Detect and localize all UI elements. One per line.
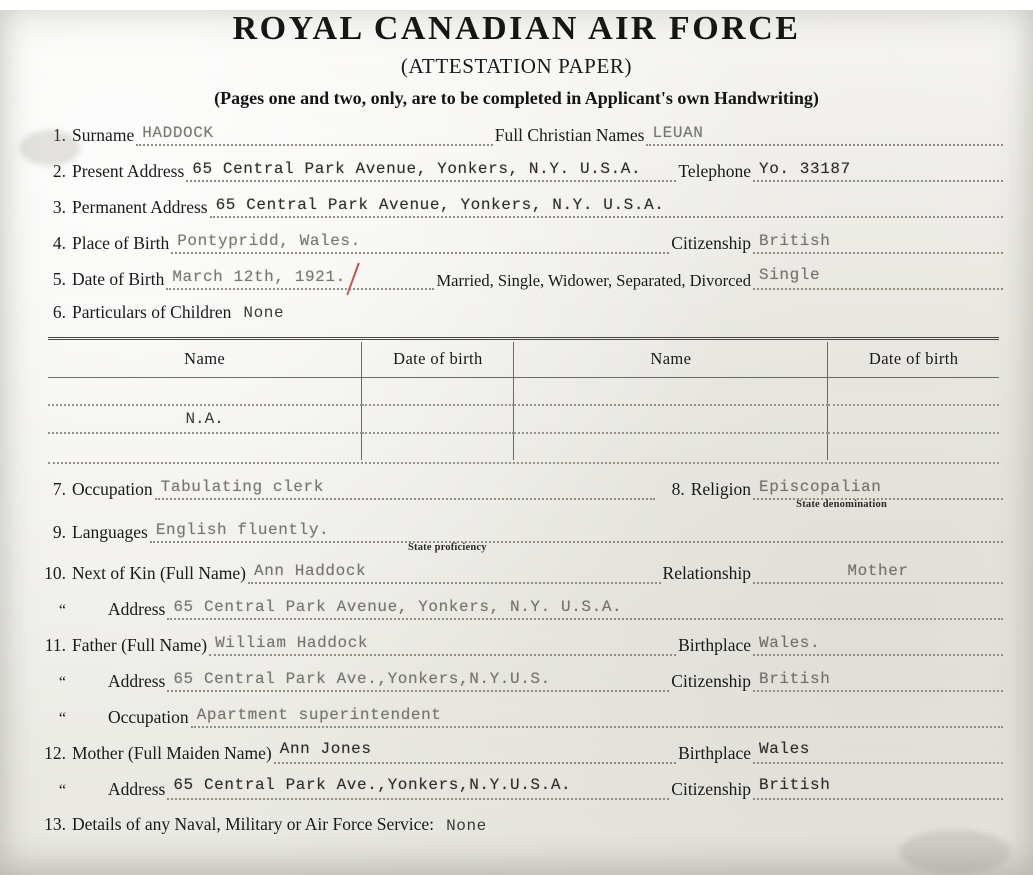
label-father-occupation: Occupation: [108, 707, 189, 727]
field-row-father-address: [38, 669, 1005, 692]
label-citizenship: Citizenship: [671, 233, 751, 254]
label-father-birthplace: Birthplace: [678, 635, 751, 655]
value-father-occupation: Apartment superintendent: [196, 705, 442, 724]
cell-name-2[interactable]: [514, 405, 828, 433]
label-surname: Surname: [72, 125, 135, 146]
input-next-of-kin[interactable]: [248, 561, 661, 584]
input-mother-address[interactable]: [167, 777, 669, 800]
field-number-10: 10.: [44, 563, 66, 583]
value-telephone: Yo. 33187: [759, 160, 851, 179]
field-row-place-of-birth: [38, 231, 1005, 254]
value-mother-birthplace: Wales: [759, 739, 811, 758]
input-permanent-address[interactable]: [210, 195, 1003, 218]
field-row-next-of-kin: [38, 561, 1005, 584]
ditto-mark-next-of-kin: “: [58, 601, 66, 619]
field-number-9: 9.: [52, 522, 66, 542]
field-row-next-of-kin-address: [38, 597, 1005, 620]
value-surname: HADDOCK: [142, 124, 214, 143]
value-mother-name: Ann Jones: [279, 739, 372, 758]
field-row-father-name: [38, 633, 1005, 656]
label-date-of-birth: Date of Birth: [72, 269, 165, 290]
input-telephone[interactable]: [753, 159, 1003, 182]
value-father-address: 65 Central Park Ave.,Yonkers,N.Y.U.S.: [173, 669, 551, 688]
label-permanent-address: Permanent Address: [72, 197, 208, 218]
label-occupation: Occupation: [72, 479, 153, 499]
value-next-of-kin-address: 65 Central Park Avenue, Yonkers, N.Y. U.S.A.: [173, 597, 623, 616]
field-row-date-of-birth: [38, 267, 1005, 290]
cell-name-1[interactable]: N.A.: [48, 405, 362, 433]
label-present-address: Present Address: [72, 161, 185, 182]
column-header-dob-1: Date of birth: [362, 342, 514, 378]
attestation-paper-page: [0, 10, 1033, 875]
paper-smudge: [900, 830, 1010, 874]
label-telephone: Telephone: [678, 161, 751, 182]
value-mother-address: 65 Central Park Ave.,Yonkers,N.Y.U.S.A.: [173, 775, 572, 794]
input-surname[interactable]: [136, 123, 493, 146]
cell-name-2[interactable]: [514, 433, 828, 460]
value-father-birthplace: Wales.: [759, 633, 821, 652]
sublabel-state-denomination: State denomination: [796, 498, 887, 510]
page-instruction-note: (Pages one and two, only, are to be completed in Applicant's own Handwriting): [214, 88, 819, 108]
input-place-of-birth[interactable]: [171, 231, 669, 254]
field-number-4: 4.: [52, 233, 66, 254]
value-relationship: Mother: [847, 561, 909, 580]
label-father-name: Father (Full Name): [72, 635, 208, 655]
label-relationship: Relationship: [662, 563, 751, 583]
field-row-father-occupation: [38, 705, 1005, 728]
table-bottom-rule: [48, 460, 999, 464]
ditto-mark-mother-address: “: [58, 781, 66, 799]
input-religion[interactable]: [753, 477, 1003, 500]
label-mother-address: Address: [108, 779, 166, 799]
value-service-details: None: [446, 816, 487, 835]
value-present-address: 65 Central Park Avenue, Yonkers, N.Y. U.S.A.: [192, 160, 642, 179]
value-religion: Episcopalian: [759, 477, 882, 496]
cell-dob-1[interactable]: [362, 433, 514, 460]
input-father-name[interactable]: [209, 633, 676, 656]
label-father-address: Address: [108, 671, 166, 691]
label-place-of-birth: Place of Birth: [72, 233, 170, 254]
cell-dob-2[interactable]: [828, 433, 999, 460]
input-father-occupation[interactable]: [191, 705, 1003, 728]
field-row-languages: [38, 520, 1005, 553]
input-next-of-kin-address[interactable]: [167, 597, 1003, 620]
table-row: [48, 405, 999, 433]
value-citizenship: British: [759, 232, 831, 251]
field-number-3: 3.: [52, 197, 66, 218]
label-mother-birthplace: Birthplace: [678, 743, 751, 763]
page-subtitle: (ATTESTATION PAPER): [400, 54, 633, 78]
value-languages: English fluently.: [155, 520, 330, 539]
input-marital-status[interactable]: [753, 267, 1003, 290]
label-languages: Languages: [72, 522, 148, 542]
column-header-dob-2: Date of birth: [828, 342, 999, 378]
input-father-birthplace[interactable]: [753, 633, 1003, 656]
value-particulars-of-children: None: [243, 303, 285, 322]
value-father-name: William Haddock: [215, 633, 369, 652]
value-occupation: Tabulating clerk: [160, 477, 324, 496]
label-father-citizenship: Citizenship: [671, 671, 751, 691]
form-body: [22, 123, 1011, 800]
cell-dob-2[interactable]: [828, 405, 999, 433]
input-father-citizenship[interactable]: [753, 669, 1003, 692]
field-row-occupation-religion: [38, 477, 1005, 510]
input-citizenship[interactable]: [753, 231, 1003, 254]
input-mother-birthplace[interactable]: [753, 741, 1003, 764]
cell-dob-1[interactable]: [362, 405, 514, 433]
label-next-of-kin: Next of Kin (Full Name): [72, 563, 246, 583]
table-header-row: [48, 342, 999, 378]
field-row-service-details: [22, 814, 1011, 835]
value-permanent-address: 65 Central Park Avenue, Yonkers, N.Y. U.S.A.: [215, 196, 665, 215]
field-row-permanent-address: [38, 195, 1005, 218]
field-number-5: 5.: [52, 269, 66, 290]
input-relationship[interactable]: [753, 561, 1003, 584]
ditto-mark-father-address: “: [58, 673, 66, 691]
field-row-particulars-of-children: [38, 303, 1005, 323]
field-number-12: 12.: [44, 743, 66, 763]
cell-name-1[interactable]: [48, 377, 362, 405]
field-number-7: 7.: [52, 479, 66, 499]
value-mother-citizenship: British: [759, 775, 831, 794]
value-marital-status: Single: [759, 266, 821, 285]
children-table: [48, 342, 999, 460]
label-marital-status: Married, Single, Widower, Separated, Divorced: [436, 270, 751, 290]
label-particulars-of-children: Particulars of Children: [72, 302, 232, 322]
label-next-of-kin-address: Address: [108, 599, 166, 619]
field-number-8: 8.: [671, 479, 685, 499]
input-father-address[interactable]: [167, 669, 669, 692]
input-present-address[interactable]: [186, 159, 676, 182]
value-date-of-birth: March 12th, 1921.: [172, 268, 346, 287]
field-number-1: 1.: [52, 125, 66, 146]
table-row: [48, 433, 999, 460]
cell-dob-2[interactable]: [828, 377, 999, 405]
input-occupation[interactable]: [155, 477, 655, 500]
page-title: ROYAL CANADIAN AIR FORCE: [232, 10, 801, 47]
label-mother-name: Mother (Full Maiden Name): [72, 743, 272, 763]
children-table-wrapper: [48, 337, 999, 464]
field-row-mother-address: [38, 777, 1005, 800]
cell-dob-1[interactable]: [362, 377, 514, 405]
value-christian-names: LEUAN: [652, 124, 704, 143]
field-number-13: 13.: [44, 813, 66, 834]
label-mother-citizenship: Citizenship: [671, 779, 751, 799]
input-date-of-birth[interactable]: [166, 267, 434, 290]
cell-name-2[interactable]: [514, 377, 828, 405]
sublabel-state-proficiency: State proficiency: [408, 541, 487, 553]
field-number-2: 2.: [52, 161, 66, 182]
label-service-details: Details of any Naval, Military or Air Force Service:: [72, 813, 435, 834]
input-mother-name[interactable]: [274, 741, 676, 764]
ditto-mark-father-occupation: “: [58, 709, 66, 727]
input-languages[interactable]: [150, 520, 1003, 543]
column-header-name-2: Name: [514, 342, 828, 378]
input-mother-citizenship[interactable]: [753, 777, 1003, 800]
field-number-6: 6.: [52, 302, 66, 322]
column-header-name-1: Name: [48, 342, 362, 378]
input-christian-names[interactable]: [646, 123, 1003, 146]
value-next-of-kin: Ann Haddock: [254, 561, 367, 580]
label-religion: Religion: [690, 479, 751, 499]
field-row-surname: [38, 123, 1005, 146]
table-row: [48, 377, 999, 405]
field-row-present-address: [38, 159, 1005, 182]
label-christian-names: Full Christian Names: [494, 125, 645, 146]
field-number-11: 11.: [44, 635, 66, 655]
cell-name-1[interactable]: [48, 433, 362, 460]
value-place-of-birth: Pontypridd, Wales.: [177, 232, 361, 251]
value-father-citizenship: British: [759, 669, 831, 688]
field-row-mother-name: [38, 741, 1005, 764]
